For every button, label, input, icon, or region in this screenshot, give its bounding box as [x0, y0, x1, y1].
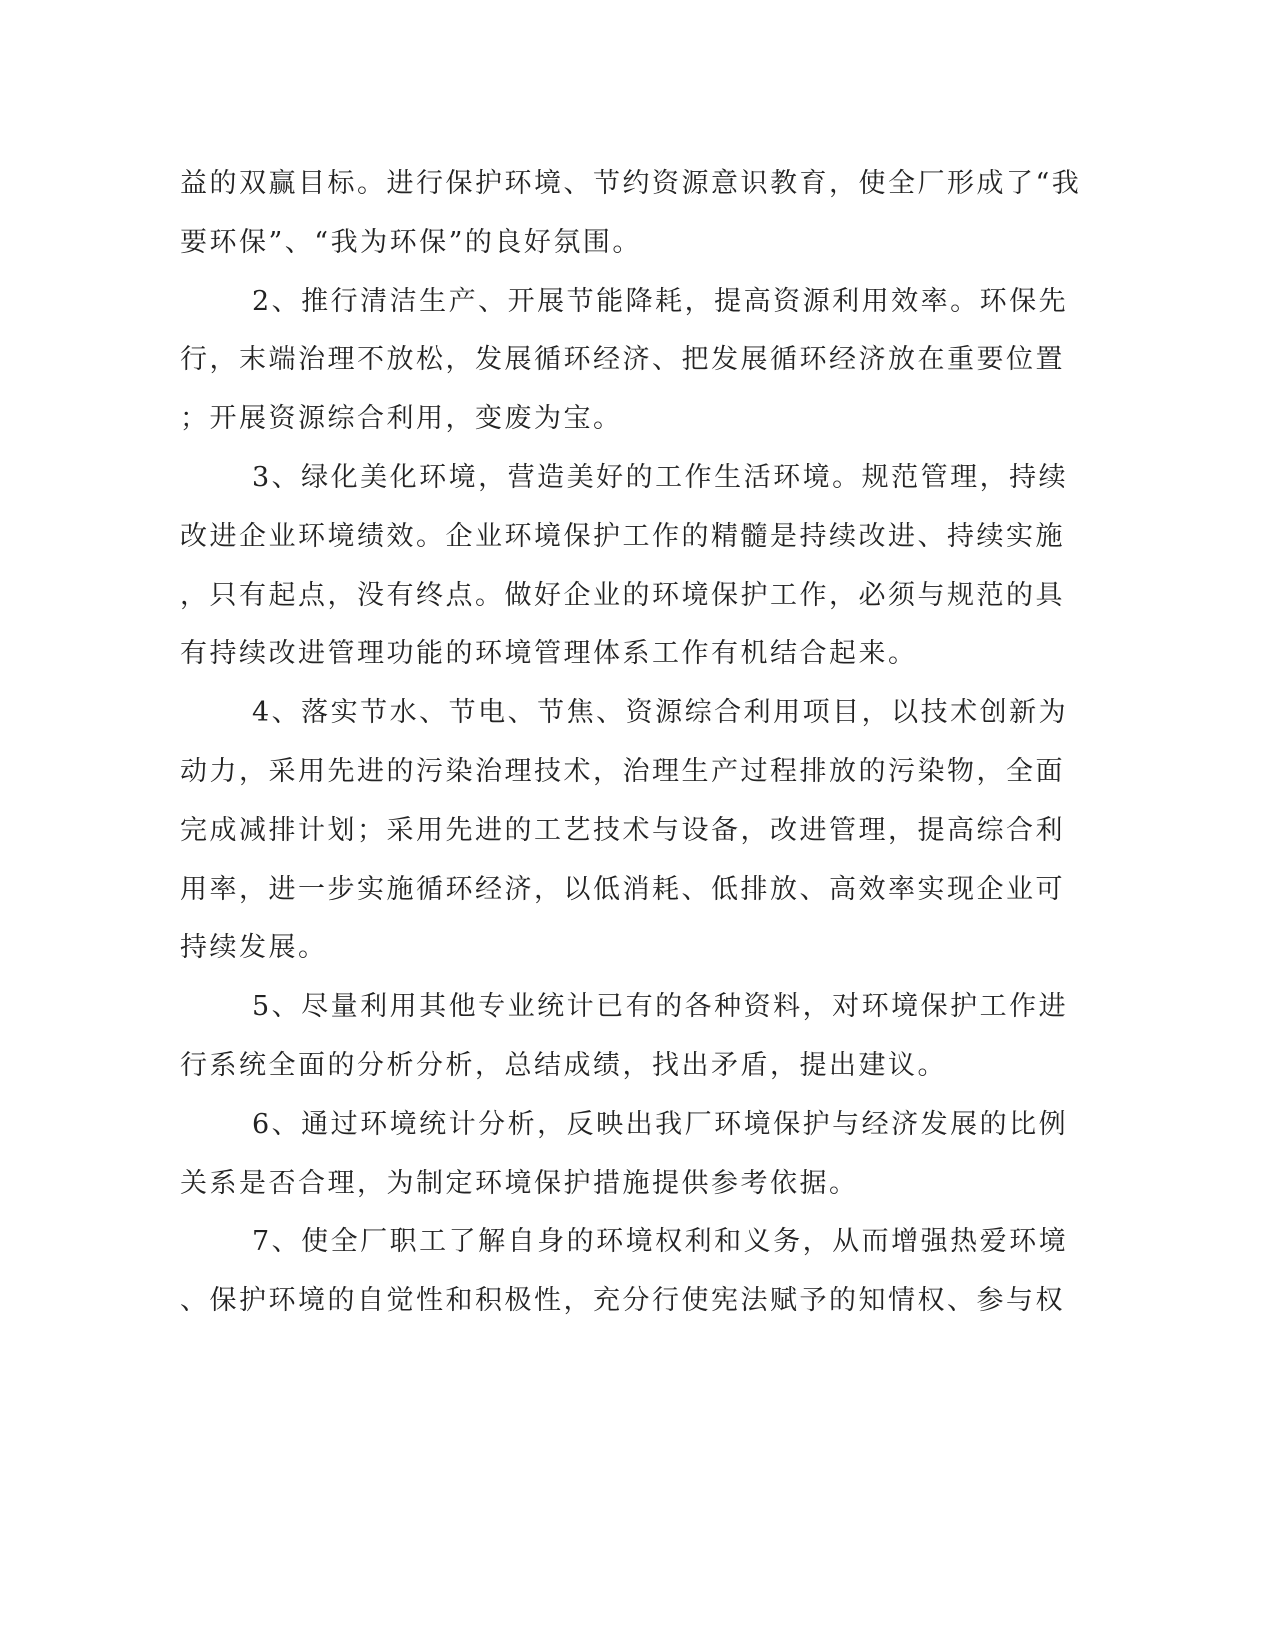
item-2-first-line: 2、推行清洁生产、开展节能降耗，提高资源利用效率。环保先 — [252, 285, 1069, 317]
text-line: 动力，采用先进的污染治理技术，治理生产过程排放的污染物，全面 — [180, 755, 1065, 787]
text-line: 持续发展。 — [180, 932, 328, 964]
text-line: 行系统全面的分析分析，总结成绩，找出矛盾，提出建议。 — [180, 1049, 947, 1081]
text-line: 要环保”、“我为环保”的良好氛围。 — [180, 226, 642, 258]
item-6-first-line: 6、通过环境统计分析，反映出我厂环境保护与经济发展的比例 — [252, 1108, 1069, 1140]
item-3-first-line: 3、绿化美化环境，营造美好的工作生活环境。规范管理，持续 — [252, 461, 1069, 493]
text-line: 改进企业环境绩效。企业环境保护工作的精髓是持续改进、持续实施 — [180, 520, 1065, 552]
text-line: ，只有起点，没有终点。做好企业的环境保护工作，必须与规范的具 — [180, 579, 1065, 611]
text-line: ；开展资源综合利用，变废为宝。 — [180, 403, 623, 435]
item-5-first-line: 5、尽量利用其他专业统计已有的各种资料，对环境保护工作进 — [252, 991, 1069, 1023]
item-4-first-line: 4、落实节水、节电、节焦、资源综合利用项目，以技术创新为 — [252, 697, 1069, 729]
text-line: 有持续改进管理功能的环境管理体系工作有机结合起来。 — [180, 638, 918, 670]
text-line: 完成减排计划；采用先进的工艺技术与设备，改进管理，提高综合利 — [180, 814, 1065, 846]
text-line: 关系是否合理，为制定环境保护措施提供参考依据。 — [180, 1167, 859, 1199]
body-text — [180, 155, 1082, 1331]
text-line: 用率，进一步实施循环经济，以低消耗、低排放、高效率实现企业可 — [180, 873, 1065, 905]
text-line: 益的双赢目标。进行保护环境、节约资源意识教育，使全厂形成了“我 — [180, 168, 1082, 199]
text-line: 、保护环境的自觉性和积极性，充分行使宪法赋予的知情权、参与权 — [180, 1285, 1065, 1317]
text-line: 行，末端治理不放松，发展循环经济、把发展循环经济放在重要位置 — [180, 344, 1065, 376]
item-7-first-line: 7、使全厂职工了解自身的环境权利和义务，从而增强热爱环境 — [252, 1226, 1069, 1258]
